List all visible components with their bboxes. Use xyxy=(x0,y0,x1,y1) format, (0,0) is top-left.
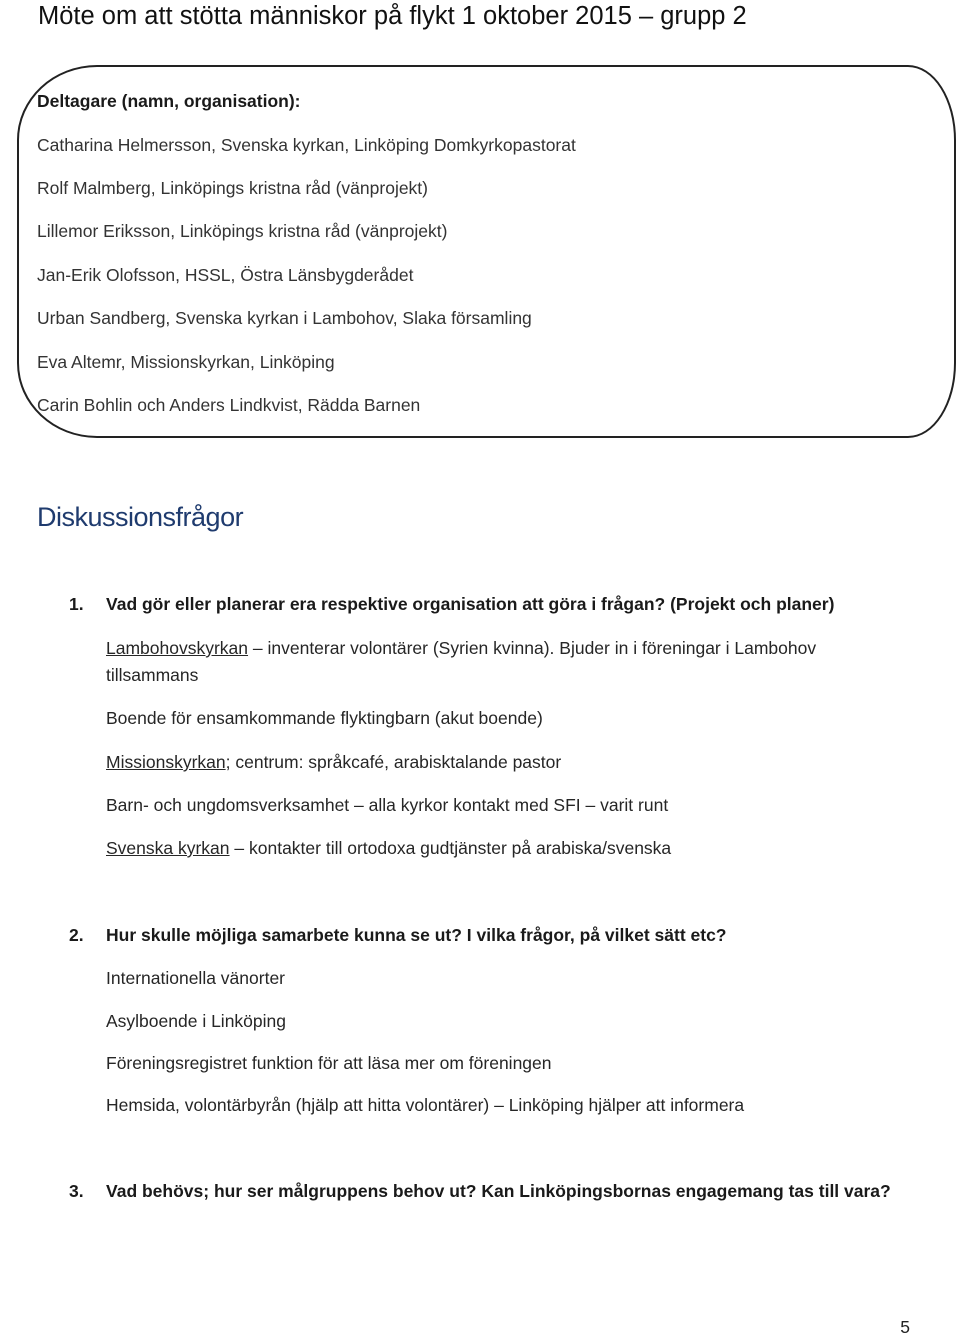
page-number: 5 xyxy=(900,1317,910,1337)
answer-line-continued: tillsammans xyxy=(106,665,199,685)
answer-line xyxy=(106,638,816,659)
answer-line: Föreningsregistret funktion för att läsa mer om föreningen xyxy=(106,1053,552,1073)
page-title: Möte om att stötta människor på flykt 1 oktober 2015 – grupp 2 xyxy=(38,2,747,30)
question-2-text: Hur skulle möjliga samarbete kunna se ut? I vilka frågor, på vilket sätt etc? xyxy=(106,925,727,945)
participant-line: Catharina Helmersson, Svenska kyrkan, Linköping Domkyrkopastorat xyxy=(37,135,576,155)
participant-line: Jan-Erik Olofsson, HSSL, Östra Länsbygderådet xyxy=(37,265,414,285)
answer-line xyxy=(106,752,561,773)
answer-line xyxy=(106,838,671,859)
answer-line: Boende för ensamkommande flyktingbarn (akut boende) xyxy=(106,708,543,728)
question-3-text: Vad behövs; hur ser målgruppens behov ut? Kan Linköpingsbornas engagemang tas till vara? xyxy=(106,1181,891,1201)
participant-line: Urban Sandberg, Svenska kyrkan i Lambohov, Slaka församling xyxy=(37,308,532,328)
participant-line: Lillemor Eriksson, Linköpings kristna råd (vänprojekt) xyxy=(37,221,448,241)
question-1-number: 1. xyxy=(69,594,84,614)
org-name-underlined: Svenska kyrkan xyxy=(106,838,230,858)
participant-line: Carin Bohlin och Anders Lindkvist, Rädda Barnen xyxy=(37,395,421,415)
discussion-heading: Diskussionsfrågor xyxy=(37,502,244,532)
answer-text: – kontakter till ortodoxa gudtjänster på arabiska/svenska xyxy=(229,838,672,858)
question-1-text: Vad gör eller planerar era respektive organisation att göra i frågan? (Projekt och planer) xyxy=(106,594,835,614)
org-name-underlined: Missionskyrkan xyxy=(106,752,226,772)
org-name-underlined: Lambohovskyrkan xyxy=(106,638,249,658)
answer-line: Asylboende i Linköping xyxy=(106,1011,286,1031)
answer-text: – inventerar volontärer (Syrien kvinna). Bjuder in i föreningar i Lambohov xyxy=(248,638,817,658)
answer-line: Barn- och ungdomsverksamhet – alla kyrkor kontakt med SFI – varit runt xyxy=(106,795,669,815)
answer-line: Internationella vänorter xyxy=(106,968,285,988)
answer-text: ; centrum: språkcafé, arabisktalande pastor xyxy=(225,752,562,772)
participants-heading: Deltagare (namn, organisation): xyxy=(37,91,301,111)
participant-line: Rolf Malmberg, Linköpings kristna råd (vänprojekt) xyxy=(37,178,428,198)
question-2-number: 2. xyxy=(69,925,84,945)
answer-line: Hemsida, volontärbyrån (hjälp att hitta volontärer) – Linköping hjälper att informera xyxy=(106,1095,745,1115)
participants-box xyxy=(17,65,956,438)
question-3-number: 3. xyxy=(69,1181,84,1201)
participant-line: Eva Altemr, Missionskyrkan, Linköping xyxy=(37,352,335,372)
